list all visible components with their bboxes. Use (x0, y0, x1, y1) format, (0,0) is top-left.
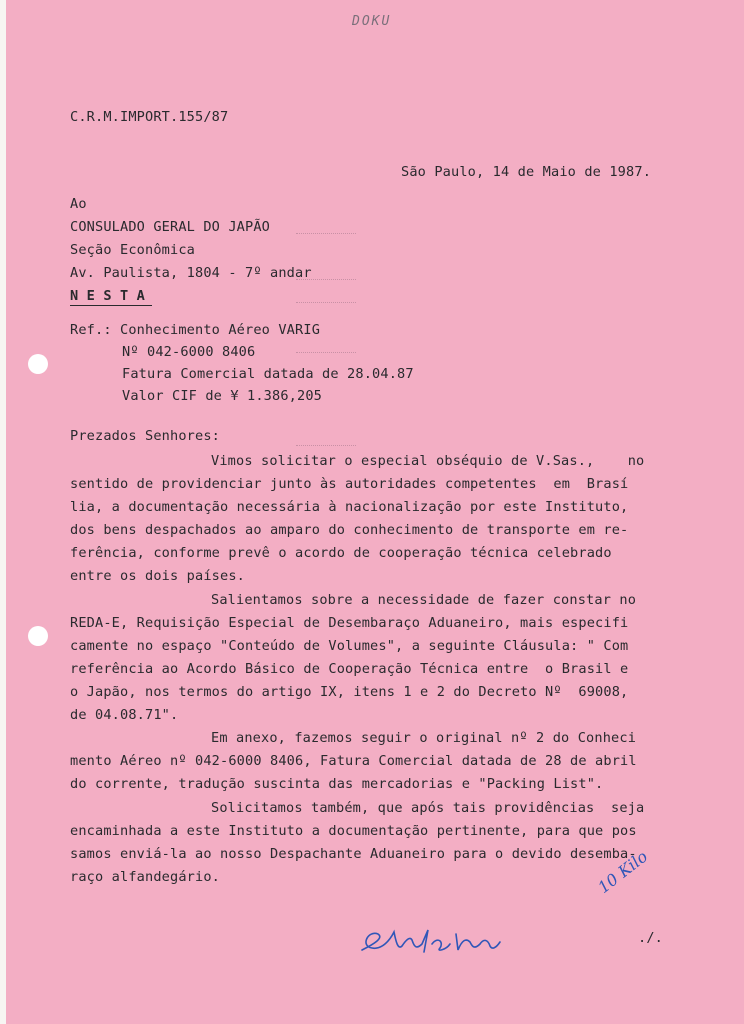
addressee-address: Av. Paulista, 1804 - 7º andar (70, 265, 312, 281)
body-line: do corrente, tradução suscinta das mercadorias e "Packing List". (70, 776, 604, 792)
date-line: São Paulo, 14 de Maio de 1987. (401, 164, 652, 180)
body-line: referência ao Acordo Básico de Cooperação Técnica entre o Brasil e (70, 661, 629, 677)
body-line: ferência, conforme prevê o acordo de cooperação técnica celebrado (70, 545, 612, 561)
body-line: encaminhada a este Instituto a documentação pertinente, para que pos (70, 823, 637, 839)
handwritten-note: 10 Kilo (594, 846, 652, 897)
letter-sheet (6, 0, 744, 1024)
pencil-note: DOKU (352, 14, 392, 29)
body-line: REDA-E, Requisição Especial de Desembaraço Aduaneiro, mais especifi (70, 615, 629, 631)
reference-line: Nº 042-6000 8406 (122, 344, 256, 360)
body-line: mento Aéreo nº 042-6000 8406, Fatura Comercial datada de 28 de abril (70, 753, 637, 769)
reference-line: Ref.: Conhecimento Aéreo VARIG (70, 322, 321, 338)
body-line: sentido de providenciar junto às autoridades competentes em Brasí (70, 476, 629, 492)
city-underline (70, 305, 152, 306)
body-line: camente no espaço "Conteúdo de Volumes", a seguinte Cláusula: " Com (70, 638, 629, 654)
dotted-guide (296, 302, 356, 303)
binder-hole-bottom (28, 626, 48, 646)
body-line: Em anexo, fazemos seguir o original nº 2 do Conheci (211, 730, 637, 746)
body-line: Vimos solicitar o especial obséquio de V.Sas., no (211, 453, 645, 469)
greeting: Prezados Senhores: (70, 428, 221, 444)
addressee-salutation: Ao (70, 196, 87, 212)
dotted-guide (296, 352, 356, 353)
body-line: dos bens despachados ao amparo do conhecimento de transporte em re- (70, 522, 629, 538)
handwritten-signature (354, 916, 534, 962)
body-line: lia, a documentação necessária à nacionalização por este Instituto, (70, 499, 629, 515)
addressee-name: CONSULADO GERAL DO JAPÃO (70, 219, 271, 235)
body-line: entre os dois países. (70, 568, 246, 584)
body-line: Solicitamos também, que após tais providências seja (211, 800, 645, 816)
binder-hole-top (28, 354, 48, 374)
body-line: raço alfandegário. (70, 869, 221, 885)
signature-scribble (354, 916, 534, 962)
body-line: o Japão, nos termos do artigo IX, itens 1 e 2 do Decreto Nº 69008, (70, 684, 629, 700)
reference-line: Valor CIF de ¥ 1.386,205 (122, 388, 323, 404)
addressee-section: Seção Econômica (70, 242, 196, 258)
addressee-city: N E S T A (70, 288, 146, 304)
dotted-guide (296, 233, 356, 234)
body-line: de 04.08.71". (70, 707, 179, 723)
body-line: samos enviá-la ao nosso Despachante Aduaneiro para o devido desemba- (70, 846, 637, 862)
reference-line: Fatura Comercial datada de 28.04.87 (122, 366, 414, 382)
dotted-guide (296, 279, 356, 280)
dotted-guide (296, 445, 356, 446)
reference-code: C.R.M.IMPORT.155/87 (70, 109, 229, 125)
closing-mark: ./. (638, 930, 664, 946)
body-line: Salientamos sobre a necessidade de fazer constar no (211, 592, 637, 608)
